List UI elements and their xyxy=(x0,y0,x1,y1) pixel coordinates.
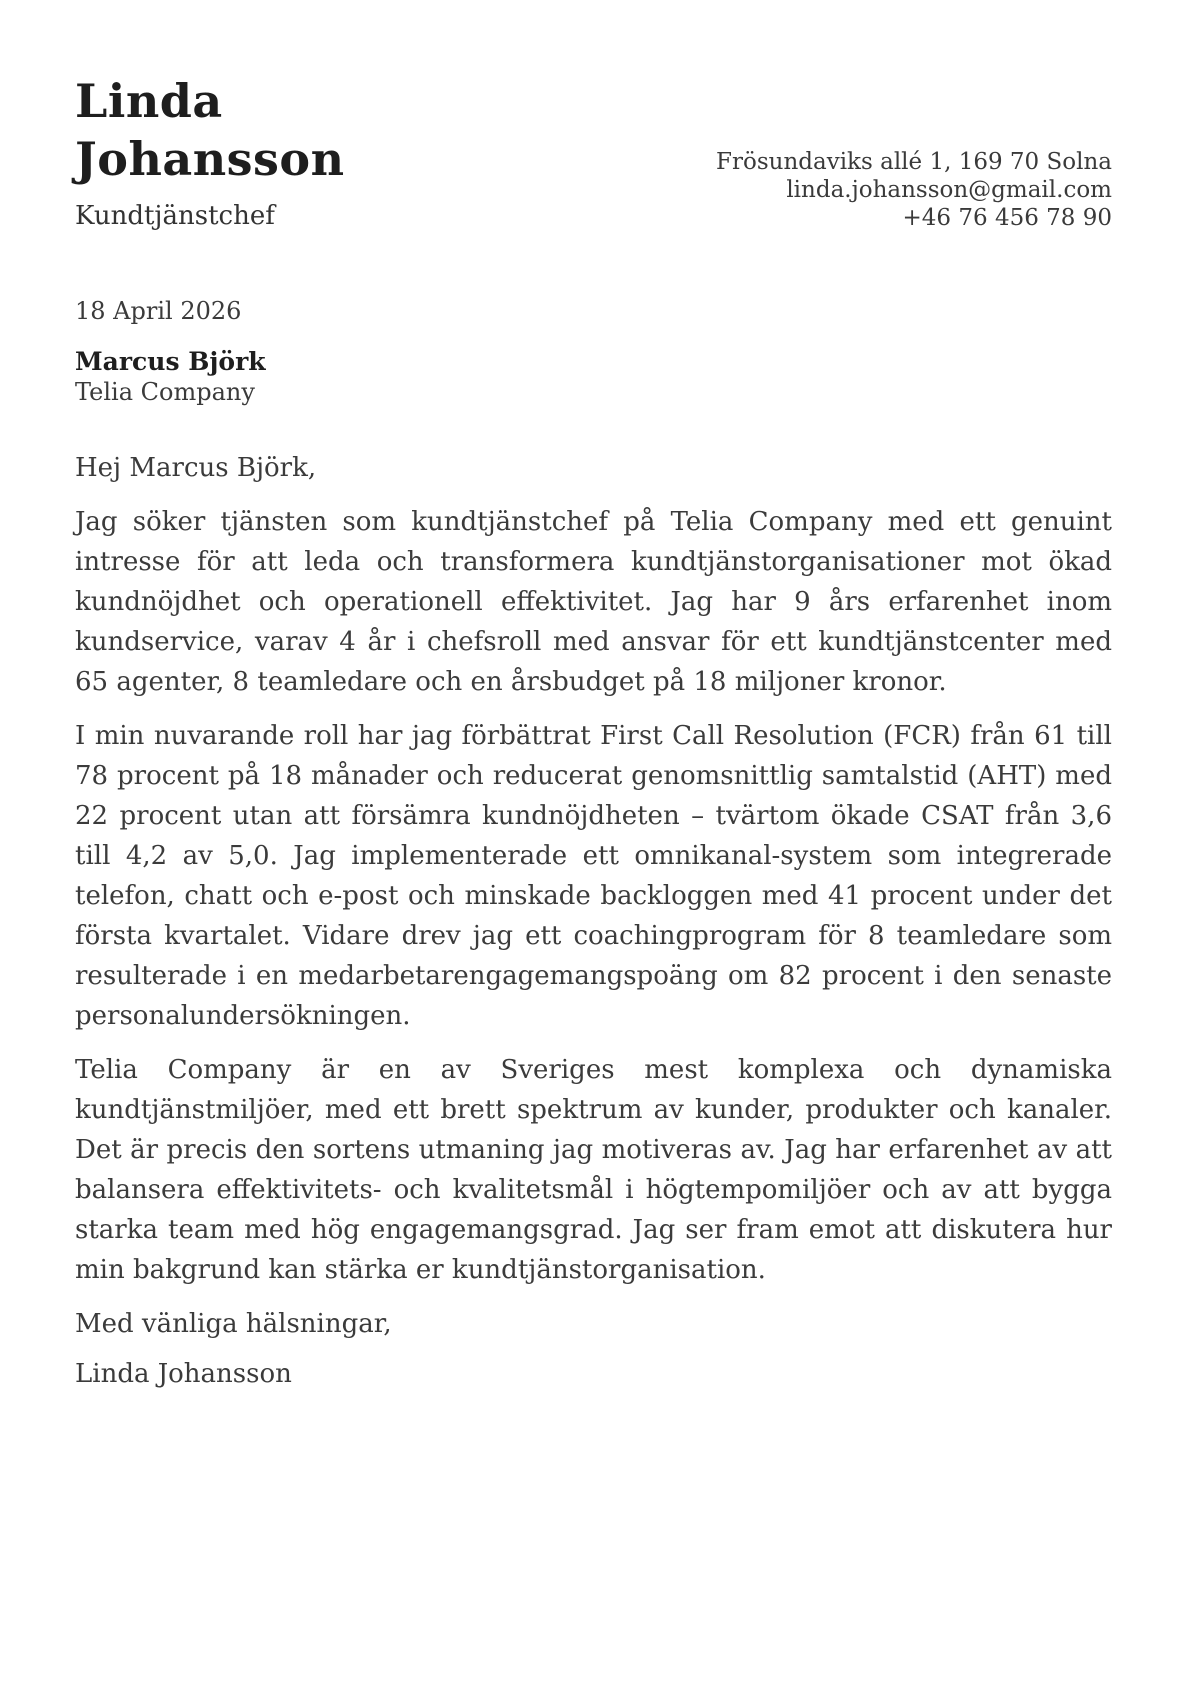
recipient-name: Marcus Björk xyxy=(75,347,266,376)
contact-email: linda.johansson@gmail.com xyxy=(786,177,1112,203)
signature-name: Linda Johansson xyxy=(75,1359,292,1389)
recipient-company: Telia Company xyxy=(75,378,255,406)
sender-name-line1: Linda xyxy=(75,74,223,128)
sender-job-title: Kundtjänstchef xyxy=(75,201,275,231)
body-paragraph-2: I min nuvarande roll har jag förbättrat First Call Resolution (FCR) från 61 till 78 procent på 18 månader och reducerat genomsnittlig samtalstid (AHT) med 22 procent utan att försämra kundnöjdheten – tvärtom ökade CSAT från 3,6 till 4,2 av 5,0. Jag implementerade ett omnikanal-system som integrerade telefon, chatt och e-post och minskade backloggen med 41 procent under det första kvartalet. Vidare drev jag ett coachingprogram för 8 teamledare som resulterade i en medarbetarengagemangspoäng om 82 procent i den senaste personalundersökningen. xyxy=(75,721,1112,1031)
body-paragraph-3: Telia Company är en av Sveriges mest komplexa och dynamiska kundtjänstmiljöer, med ett brett spektrum av kunder, produkter och kanaler. Det är precis den sortens utmaning jag motiveras av. Jag har erfarenhet av att balansera effektivitets- och kvalitetsmål i högtempomiljöer och av att bygga starka team med hög engagemangsgrad. Jag ser fram emot att diskutera hur min bakgrund kan stärka er kundtjänstorganisation. xyxy=(75,1055,1112,1285)
closing-phrase: Med vänliga hälsningar, xyxy=(75,1309,392,1339)
contact-address: Frösundaviks allé 1, 169 70 Solna xyxy=(716,149,1112,175)
sender-identity xyxy=(75,72,345,232)
contact-phone: +46 76 456 78 90 xyxy=(902,205,1112,231)
sender-name-line2: Johansson xyxy=(75,132,345,186)
recipient-block xyxy=(75,346,1112,406)
body-paragraph-1: Jag söker tjänsten som kundtjänstchef på Telia Company med ett genuint intresse för att leda och transformera kundtjänstorganisationer mot ökad kundnöjdhet och operationell effektivitet. Jag har 9 års erfarenhet inom kundservice, varav 4 år i chefsroll med ansvar för ett kundtjänstcenter med 65 agenter, 8 teamledare och en årsbudget på 18 miljoner kronor. xyxy=(75,507,1112,697)
contact-block xyxy=(716,148,1112,232)
letter-date: 18 April 2026 xyxy=(75,297,242,325)
letter-header xyxy=(75,72,1112,232)
salutation: Hej Marcus Björk, xyxy=(75,453,317,483)
sender-name xyxy=(75,72,345,188)
